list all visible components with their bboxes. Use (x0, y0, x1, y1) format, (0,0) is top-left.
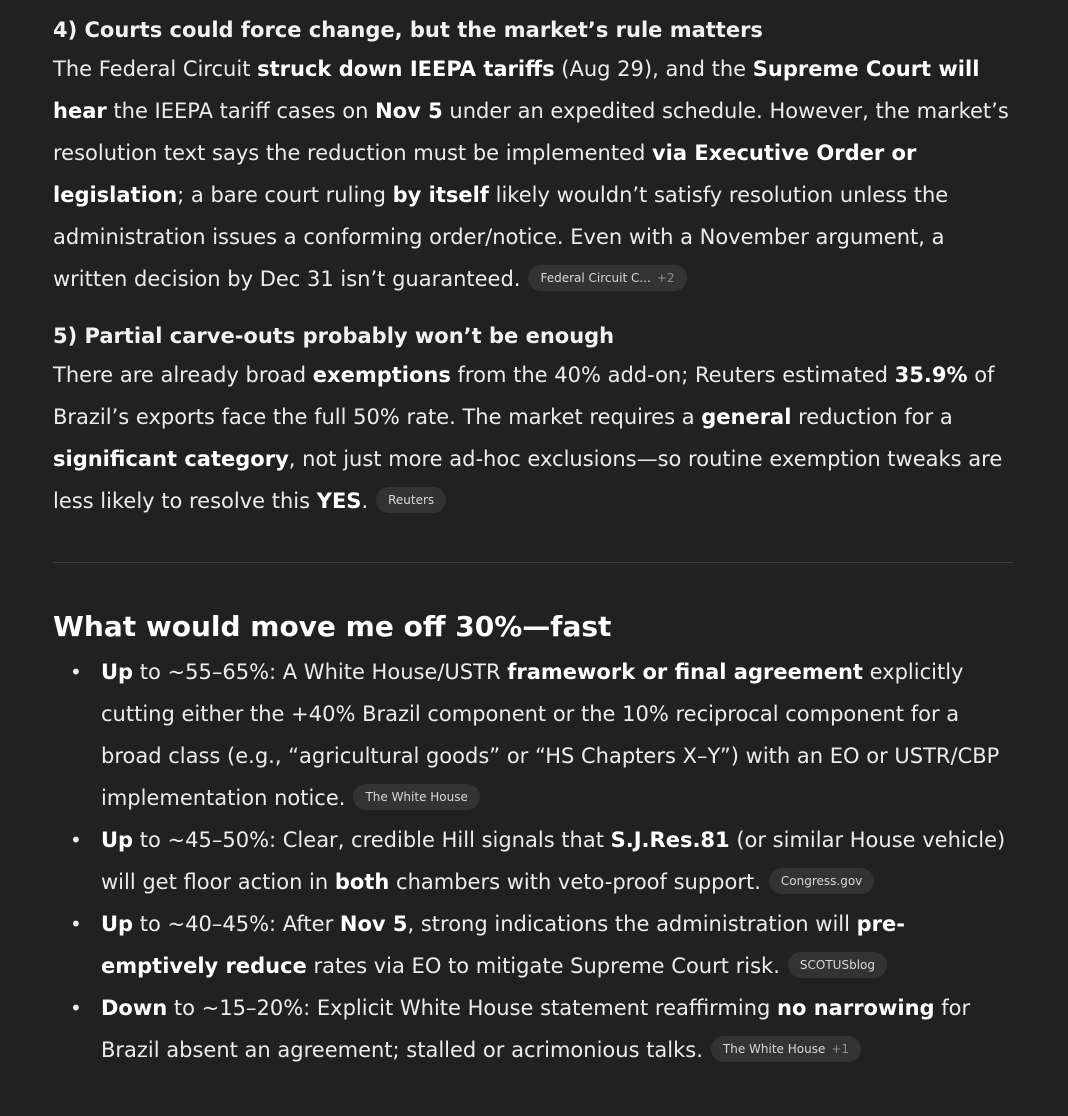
section4-heading: 4) Courts could force change, but the market’s rule matters (53, 18, 763, 42)
section5-paragraph: There are already broad exemptions from the 40% add-on; Reuters estimated 35.9% of Brazil’s exports face the full 50% rate. The market requires a general reduction for a significant category, not just more ad-hoc exclusions—so routine exemption tweaks are less likely to resolve this YES. Reuters (53, 363, 1003, 513)
citation-chip-scotusblog[interactable]: SCOTUSblog (788, 952, 887, 978)
citation-chip-congress[interactable]: Congress.gov (769, 868, 874, 894)
list-item: • Up to ~45–50%: Clear, credible Hill signals that S.J.Res.81 (or similar House vehicle) will get floor action in both chambers with veto-proof support. Congress.gov (101, 819, 1013, 903)
citation-chip-white-house-plus[interactable]: The White House +1 (711, 1036, 861, 1062)
section6-heading: What would move me off 30%—fast (53, 610, 612, 643)
list-item: • Up to ~55–65%: A White House/USTR framework or final agreement explicitly cutting either the +40% Brazil component or the 10% reciprocal component for a broad class (e.g., “agricultural goods” or “HS Chapters X–Y”) with an EO or USTR/CBP implementation notice. The White House (101, 651, 1013, 819)
citation-chip-federal-circuit[interactable]: Federal Circuit C... +2 (528, 265, 686, 291)
response-content (53, 12, 1013, 1071)
section5-heading: 5) Partial carve-outs probably won’t be enough (53, 324, 615, 348)
section-divider (53, 562, 1013, 563)
list-item: • Down to ~15–20%: Explicit White House statement reaffirming no narrowing for Brazil absent an agreement; stalled or acrimonious talks. The White House +1 (101, 987, 1013, 1071)
citation-chip-reuters[interactable]: Reuters (376, 487, 446, 513)
citation-chip-white-house[interactable]: The White House (353, 784, 479, 810)
scenario-list (53, 651, 1013, 1071)
section4-paragraph: The Federal Circuit struck down IEEPA tariffs (Aug 29), and the Supreme Court will hear the IEEPA tariff cases on Nov 5 under an expedited schedule. However, the market’s resolution text says the reduction must be implemented via Executive Order or legislation; a bare court ruling by itself likely wouldn’t satisfy resolution unless the administration issues a conforming order/notice. Even with a November argument, a written decision by Dec 31 isn’t guaranteed. Federal Circuit C... +2 (53, 57, 1009, 291)
list-item: • Up to ~40–45%: After Nov 5, strong indications the administration will pre-emptively reduce rates via EO to mitigate Supreme Court risk. SCOTUSblog (101, 903, 1013, 987)
